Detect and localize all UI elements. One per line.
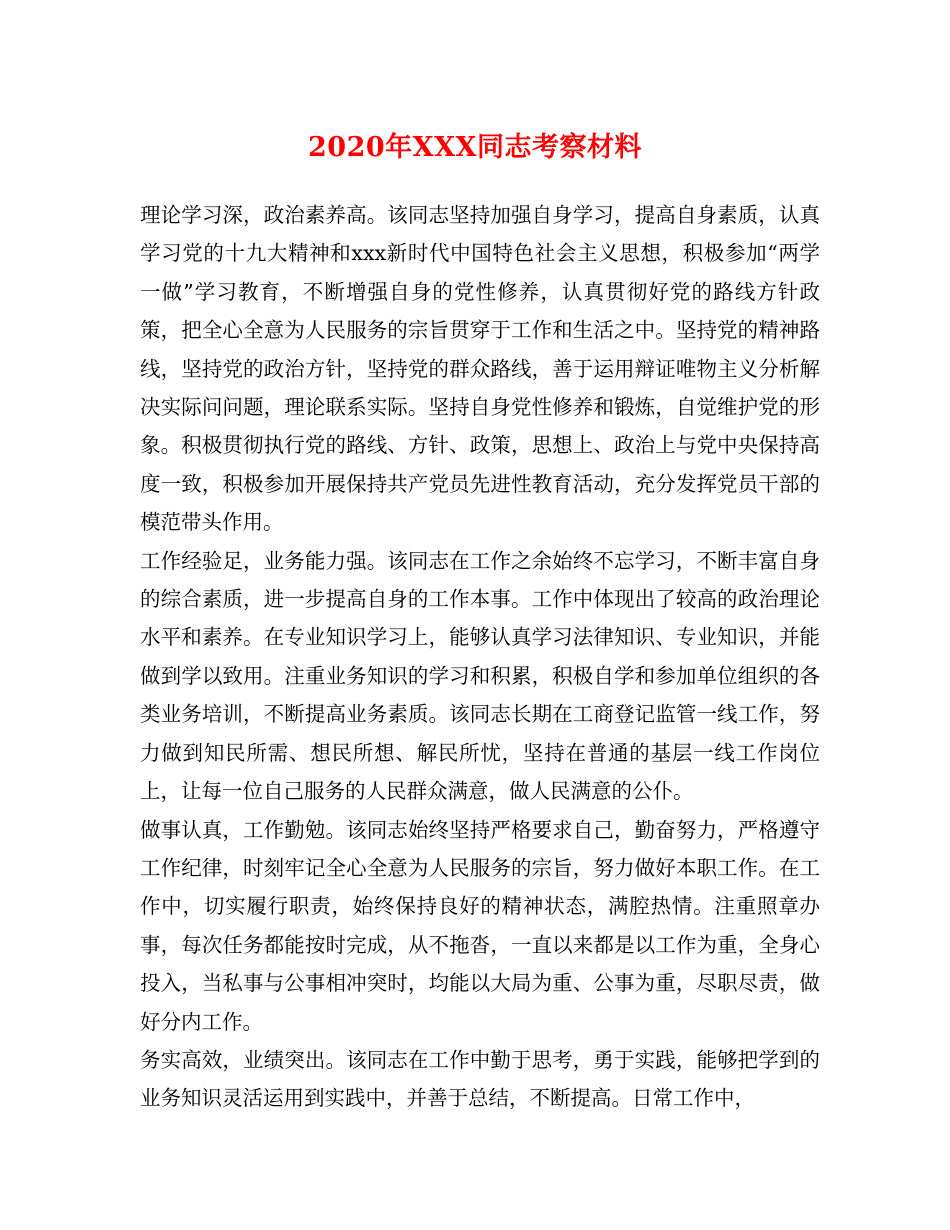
paragraph-theory-study: 理论学习深，政治素养高。该同志坚持加强自身学习，提高自身素质，认真学习党的十九大精神和xxx新时代中国特色社会主义思想，积极参加“两学一做”学习教育，不断增强自身的党性修养，认真贯彻好党的路线方针政策，把全心全意为人民服务的宗旨贯穿于工作和生活之中。坚持党的精神路线，坚持党的政治方针，坚持党的群众路线，善于运用辩证唯物主义分析解决实际问问题，理论联系实际。坚持自身党性修养和锻炼，自觉维护党的形象。积极贯彻执行党的路线、方针、政策，思想上、政治上与党中央保持高度一致，积极参加开展保持共产党员先进性教育活动，充分发挥党员干部的模范带头作用。 <box>140 203 820 535</box>
document-title: 2020年XXX同志考察材料 <box>308 132 642 163</box>
document-body <box>140 196 820 1118</box>
paragraph-diligence: 做事认真，工作勤勉。该同志始终坚持严格要求自己，勤奋努力，严格遵守工作纪律，时刻牢记全心全意为人民服务的宗旨，努力做好本职工作。在工作中，切实履行职责，始终保持良好的精神状态，满腔热情。注重照章办事，每次任务都能按时完成，从不拖沓，一直以来都是以工作为重，全身心投入，当私事与公事相冲突时，均能以大局为重、公事为重，尽职尽责，做好分内工作。 <box>140 817 820 1034</box>
paragraph-work-experience: 工作经验足，业务能力强。该同志在工作之余始终不忘学习，不断丰富自身的综合素质，进一步提高自身的工作本事。工作中体现出了较高的政治理论水平和素养。在专业知识学习上，能够认真学习法律知识、专业知识，并能做到学以致用。注重业务知识的学习和积累，积极自学和参加单位组织的各类业务培训，不断提高业务素质。该同志长期在工商登记监管一线工作，努力做到知民所需、想民所想、解民所忧，坚持在普通的基层一线工作岗位上，让每一位自己服务的人民群众满意，做人民满意的公仆。 <box>140 548 820 804</box>
paragraph-achievements: 务实高效，业绩突出。该同志在工作中勤于思考，勇于实践，能够把学到的业务知识灵活运用到实践中，并善于总结，不断提高。日常工作中， <box>140 1047 820 1111</box>
